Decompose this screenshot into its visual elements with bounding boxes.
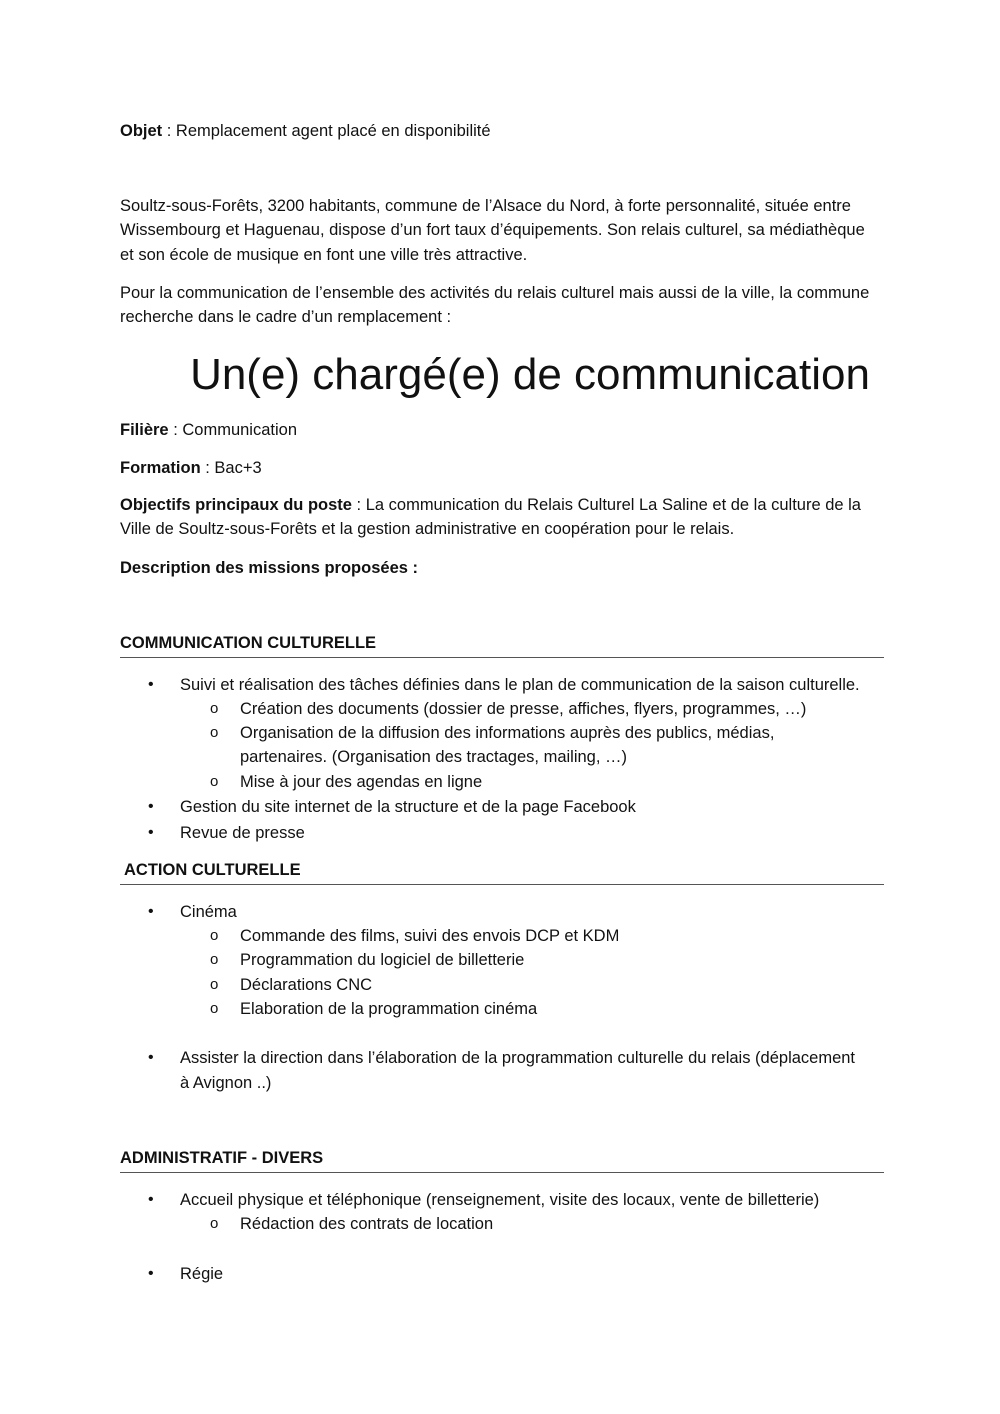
filiere-text: : Communication xyxy=(168,421,297,439)
objectifs-text: : La communication du Relais Culturel La Saline et de la culture de la xyxy=(351,496,861,514)
description-label: Description des missions proposées : xyxy=(120,559,418,577)
formation-line xyxy=(120,456,262,480)
bullet-marker: • xyxy=(148,676,154,693)
job-title: Un(e) chargé(e) de communication xyxy=(190,350,870,399)
sub-list-item: Elaboration de la programmation cinéma xyxy=(240,1000,538,1018)
section-heading-communication: COMMUNICATION CULTURELLE xyxy=(120,632,884,658)
sub-list-item: Rédaction des contrats de location xyxy=(240,1215,494,1233)
objectifs-line-2: Ville de Soultz-sous-Forêts et la gestion administrative en coopération pour le relais. xyxy=(120,520,735,538)
filiere-label: Filière xyxy=(120,421,169,439)
bullet-marker: • xyxy=(148,824,154,841)
objectifs-line xyxy=(120,493,861,517)
bullet-marker: • xyxy=(148,1191,154,1208)
list-item: Suivi et réalisation des tâches définies dans le plan de communication de la saison culturelle. xyxy=(180,676,860,694)
sub-bullet-marker: o xyxy=(210,927,219,944)
sub-bullet-marker: o xyxy=(210,700,219,717)
intro2-line-2: recherche dans le cadre d’un remplacement : xyxy=(120,308,452,326)
list-item: Assister la direction dans l’élaboration de la programmation culturelle du relais (déplacement xyxy=(180,1049,856,1067)
list-item: Cinéma xyxy=(180,903,237,921)
intro-line-3: et son école de musique en font une ville très attractive. xyxy=(120,246,528,264)
sub-bullet-marker: o xyxy=(210,724,219,741)
sub-bullet-marker: o xyxy=(210,976,219,993)
bullet-marker: • xyxy=(148,798,154,815)
sub-bullet-marker: o xyxy=(210,1215,219,1232)
sub-list-item: Programmation du logiciel de billetterie xyxy=(240,951,525,969)
intro2-line-1: Pour la communication de l’ensemble des activités du relais culturel mais aussi de la ville, la commune xyxy=(120,284,870,302)
sub-list-item: Mise à jour des agendas en ligne xyxy=(240,773,483,791)
objet-label: Objet xyxy=(120,122,163,140)
intro-line-2: Wissembourg et Haguenau, dispose d’un fort taux d’équipements. Son relais culturel, sa médiathèque xyxy=(120,221,865,239)
filiere-line xyxy=(120,418,297,442)
bullet-marker: • xyxy=(148,1265,154,1282)
intro-line-1: Soultz-sous-Forêts, 3200 habitants, commune de l’Alsace du Nord, à forte personnalité, située entre xyxy=(120,197,851,215)
list-item-continuation: à Avignon ..) xyxy=(180,1074,272,1092)
formation-text: : Bac+3 xyxy=(200,459,262,477)
bullet-marker: • xyxy=(148,1049,154,1066)
list-item: Régie xyxy=(180,1265,224,1283)
sub-list-item: Déclarations CNC xyxy=(240,976,373,994)
objectifs-label: Objectifs principaux du poste xyxy=(120,496,352,514)
sub-bullet-marker: o xyxy=(210,1000,219,1017)
formation-label: Formation xyxy=(120,459,201,477)
sub-bullet-marker: o xyxy=(210,773,219,790)
sub-list-item: Organisation de la diffusion des informations auprès des publics, médias, xyxy=(240,724,775,742)
sub-list-item: Création des documents (dossier de presse, affiches, flyers, programmes, …) xyxy=(240,700,807,718)
list-item: Accueil physique et téléphonique (renseignement, visite des locaux, vente de billetterie) xyxy=(180,1191,820,1209)
sub-list-item-continuation: partenaires. (Organisation des tractages, mailing, …) xyxy=(240,748,628,766)
section-heading-admin: ADMINISTRATIF - DIVERS xyxy=(120,1147,884,1173)
list-item: Revue de presse xyxy=(180,824,305,842)
sub-bullet-marker: o xyxy=(210,951,219,968)
sub-list-item: Commande des films, suivi des envois DCP et KDM xyxy=(240,927,620,945)
objet-text: : Remplacement agent placé en disponibilité xyxy=(162,122,491,140)
bullet-marker: • xyxy=(148,903,154,920)
list-item: Gestion du site internet de la structure et de la page Facebook xyxy=(180,798,636,816)
section-heading-action: ACTION CULTURELLE xyxy=(120,859,884,885)
objet-line xyxy=(120,119,491,143)
